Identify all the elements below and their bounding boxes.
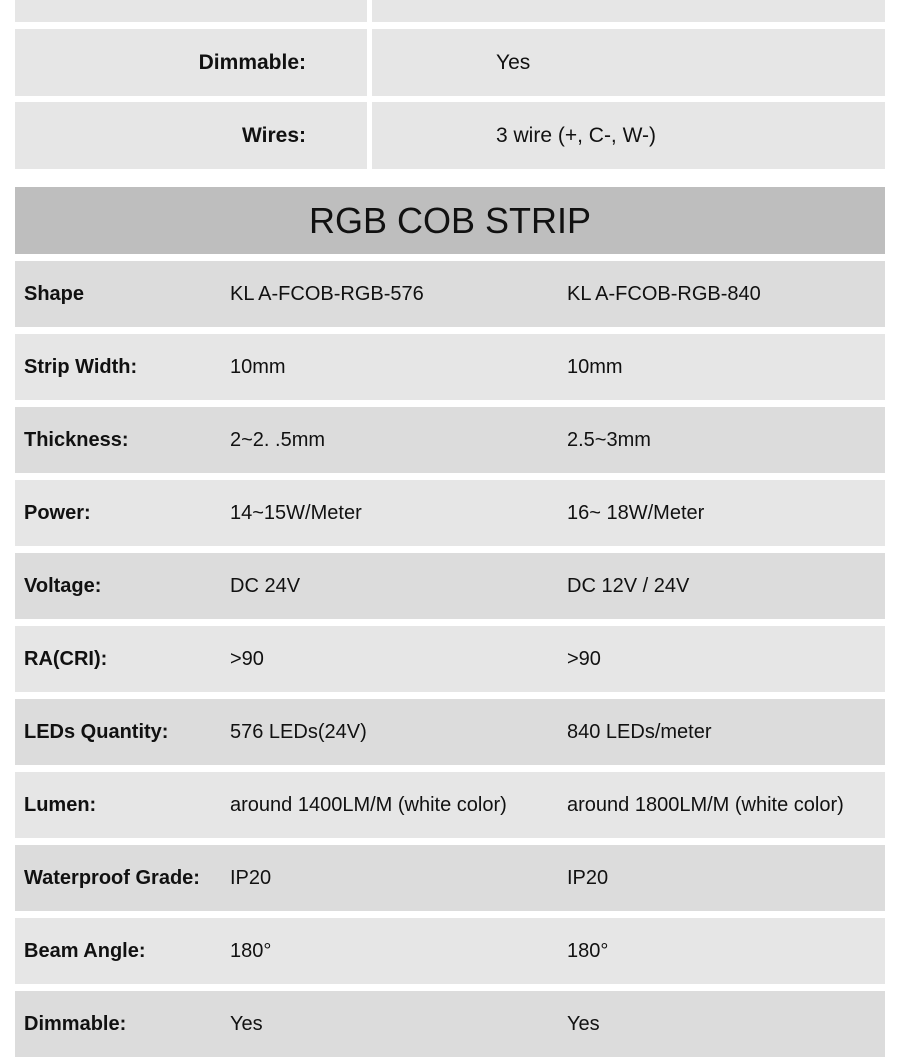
row-value-840: 840 LEDs/meter bbox=[567, 720, 712, 743]
spec-label: Wires: bbox=[15, 102, 367, 169]
table-row bbox=[15, 334, 885, 400]
row-value-576: 14~15W/Meter bbox=[230, 501, 362, 524]
row-value-840: 2.5~3mm bbox=[567, 428, 651, 451]
row-value-576: DC 24V bbox=[230, 574, 301, 597]
table-row bbox=[15, 553, 885, 619]
row-value-576: 2~2. .5mm bbox=[230, 428, 326, 451]
table-row bbox=[15, 699, 885, 765]
table-row bbox=[15, 626, 885, 692]
row-value-840: 180° bbox=[567, 939, 609, 962]
row-value-576: KL A-FCOB-RGB-576 bbox=[230, 282, 424, 305]
row-label: Waterproof Grade: bbox=[24, 866, 200, 889]
row-label: Thickness: bbox=[24, 428, 129, 451]
row-label: Power: bbox=[24, 501, 91, 524]
row-label: Voltage: bbox=[24, 574, 102, 597]
row-value-840: >90 bbox=[567, 647, 601, 670]
spec-row-wires bbox=[15, 102, 885, 169]
row-label: Beam Angle: bbox=[24, 939, 146, 962]
row-value-840: around 1800LM/M (white color) bbox=[567, 793, 844, 816]
row-label: Strip Width: bbox=[24, 355, 138, 378]
table-row bbox=[15, 918, 885, 984]
table-row bbox=[15, 772, 885, 838]
row-value-576: 10mm bbox=[230, 355, 286, 378]
table-row bbox=[15, 407, 885, 473]
row-value-840: 10mm bbox=[567, 355, 623, 378]
row-value-576: IP20 bbox=[230, 866, 272, 889]
spec-value: Yes bbox=[372, 29, 885, 96]
table-row bbox=[15, 991, 885, 1057]
spec-label bbox=[15, 0, 367, 22]
row-value-576: Yes bbox=[230, 1012, 263, 1035]
table-row bbox=[15, 845, 885, 911]
row-label: RA(CRI): bbox=[24, 647, 108, 670]
table-row bbox=[15, 480, 885, 546]
row-label: Lumen: bbox=[24, 793, 97, 816]
row-value-576: around 1400LM/M (white color) bbox=[230, 793, 507, 816]
row-label: Dimmable: bbox=[24, 1012, 127, 1035]
row-value-840: Yes bbox=[567, 1012, 600, 1035]
row-value-840: DC 12V / 24V bbox=[567, 574, 690, 597]
table-row bbox=[15, 261, 885, 327]
row-value-576: 576 LEDs(24V) bbox=[230, 720, 367, 743]
row-label: Shape bbox=[24, 282, 85, 305]
row-value-576: >90 bbox=[230, 647, 264, 670]
row-label: LEDs Quantity: bbox=[24, 720, 169, 743]
row-value-840: IP20 bbox=[567, 866, 609, 889]
row-value-840: KL A-FCOB-RGB-840 bbox=[567, 282, 761, 305]
row-value-576: 180° bbox=[230, 939, 272, 962]
row-value-840: 16~ 18W/Meter bbox=[567, 501, 705, 524]
spec-label: Dimmable: bbox=[15, 29, 367, 96]
spec-row-length bbox=[15, 0, 885, 22]
spec-value bbox=[372, 0, 885, 22]
spec-row-dimmable bbox=[15, 29, 885, 96]
spec-value: 3 wire (+, C-, W-) bbox=[372, 102, 885, 169]
section-title: RGB COB STRIP bbox=[15, 187, 885, 254]
